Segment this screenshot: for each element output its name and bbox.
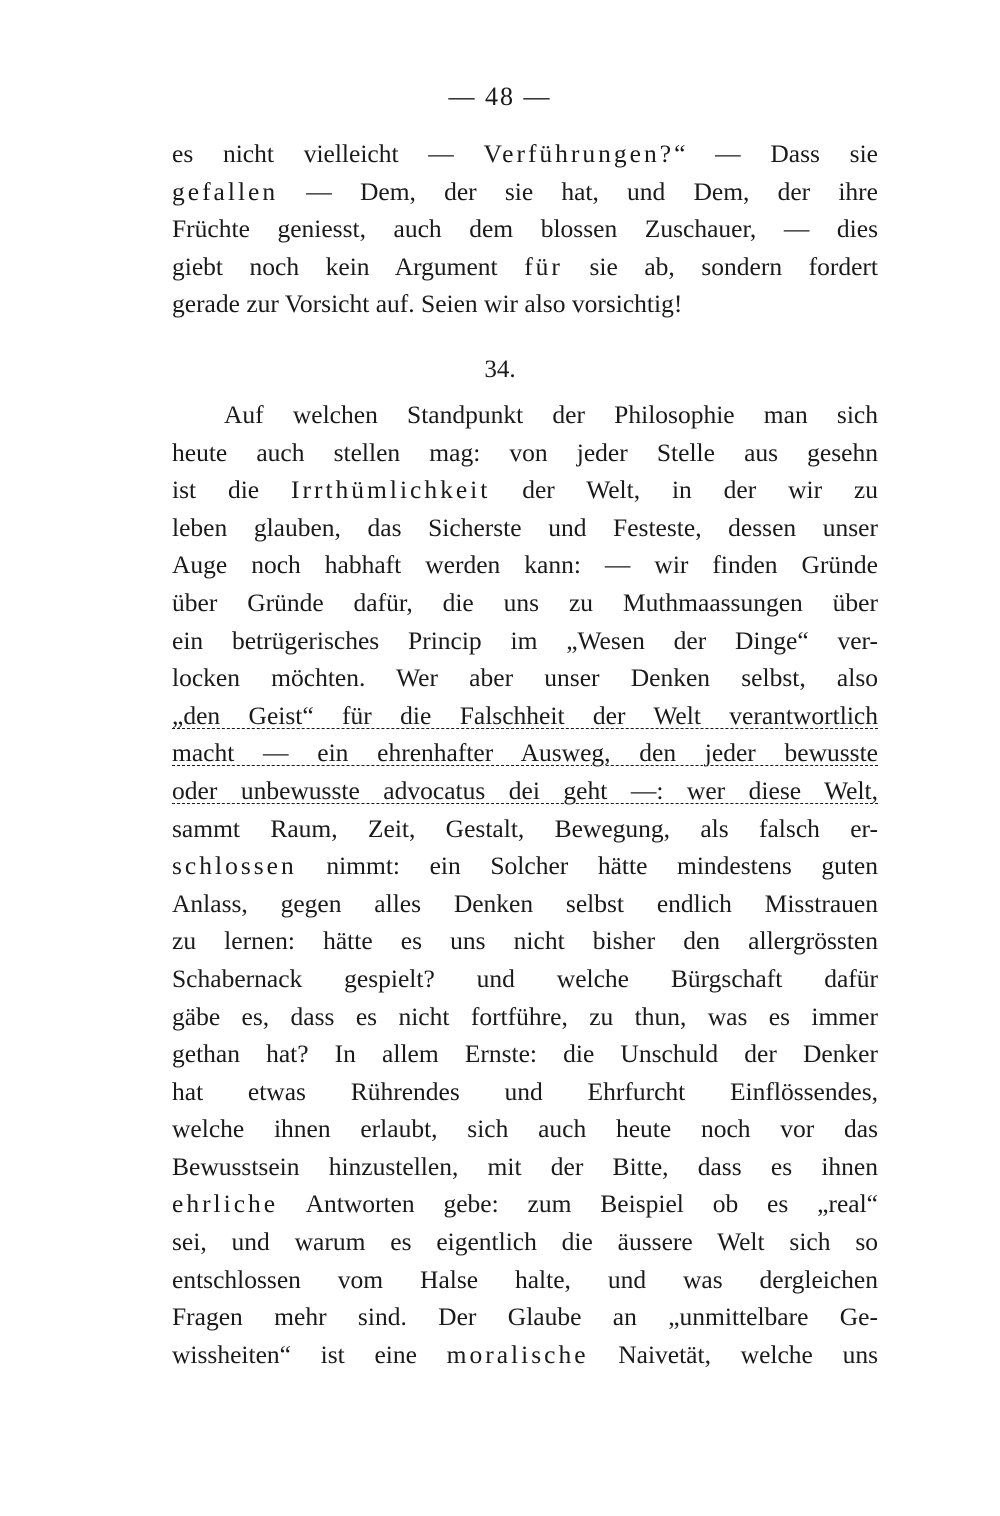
text-line: locken möchten. Wer aber unser Denken selbst, also: [172, 663, 878, 693]
text-line: Auf welchen Standpunkt der Philosophie man sich: [224, 400, 878, 429]
text-line: Schabernack gespielt? und welche Bürgschaft dafür: [172, 963, 878, 993]
text-line: heute auch stellen mag: von jeder Stelle aus gesehn: [172, 437, 878, 467]
spaced-emphasis: für: [524, 251, 563, 281]
spaced-emphasis: schlossen: [172, 851, 297, 881]
text-line: Fragen mehr sind. Der Glaube an „unmittelbare Ge-: [172, 1302, 878, 1332]
text-line: sei, und warum es eigentlich die äussere Welt sich so: [172, 1227, 878, 1257]
paragraph-continuation: [172, 135, 878, 323]
text-line: entschlossen vom Halse halte, und was dergleichen: [172, 1264, 878, 1294]
section-number: 34.: [484, 356, 516, 383]
text-line: ist die Irrthümlichkeit der Welt, in der wir zu: [172, 475, 878, 505]
text-line: gerade zur Vorsicht auf. Seien wir also vorsichtig!: [172, 289, 683, 319]
text-line: Früchte geniesst, auch dem blossen Zuschauer, — dies: [172, 214, 878, 244]
spaced-emphasis: moralische: [446, 1339, 589, 1369]
spaced-emphasis: gefallen: [172, 176, 279, 206]
spaced-emphasis: Irrthümlichkeit: [290, 475, 491, 505]
text-line: Anlass, gegen alles Denken selbst endlich Misstrauen: [172, 888, 878, 918]
text-line: Auge noch habhaft werden kann: — wir finden Gründe: [172, 550, 878, 580]
text-line: gäbe es, dass es nicht fortführe, zu thun, was es immer: [172, 1001, 878, 1031]
text-line-underlined: oder unbewusste advocatus dei geht —: wer diese Welt,: [172, 775, 878, 805]
text-line: giebt noch kein Argument für sie ab, sondern fordert: [172, 251, 878, 281]
text-line: leben glauben, das Sicherste und Festeste, dessen unser: [172, 512, 878, 542]
text-line: zu lernen: hätte es uns nicht bisher den allergrössten: [172, 926, 878, 956]
page-number: — 48 —: [448, 82, 552, 111]
text-line: ein betrügerisches Princip im „Wesen der Dinge“ ver-: [172, 625, 878, 655]
text-line: Bewusstsein hinzustellen, mit der Bitte, dass es ihnen: [172, 1151, 878, 1181]
text-line: schlossen nimmt: ein Solcher hätte mindestens guten: [172, 851, 878, 881]
text-line: wissheiten“ ist eine moralische Naivetät, welche uns: [172, 1339, 878, 1369]
text-line: es nicht vielleicht — Verführungen?“ — Dass sie: [172, 139, 878, 168]
text-line: über Gründe dafür, die uns zu Muthmaassungen über: [172, 587, 878, 617]
text-line: gefallen — Dem, der sie hat, und Dem, der ihre: [172, 176, 878, 206]
text-line: welche ihnen erlaubt, sich auch heute noch vor das: [172, 1114, 878, 1144]
text-line: hat etwas Rührendes und Ehrfurcht Einflössendes,: [172, 1076, 878, 1106]
spaced-emphasis: ehrliche: [172, 1189, 279, 1219]
text-line-underlined: macht — ein ehrenhafter Ausweg, den jeder bewusste: [172, 738, 878, 768]
text-line-underlined: „den Geist“ für die Falschheit der Welt verantwortlich: [172, 700, 878, 730]
text-line: ehrliche Antworten gebe: zum Beispiel ob es „real“: [172, 1189, 878, 1219]
text-line: gethan hat? In allem Ernste: die Unschuld der Denker: [172, 1039, 878, 1069]
paragraph-section-34: [172, 396, 878, 1373]
text-line: sammt Raum, Zeit, Gestalt, Bewegung, als falsch er-: [172, 813, 878, 843]
spaced-emphasis: Verführungen?: [483, 139, 675, 168]
